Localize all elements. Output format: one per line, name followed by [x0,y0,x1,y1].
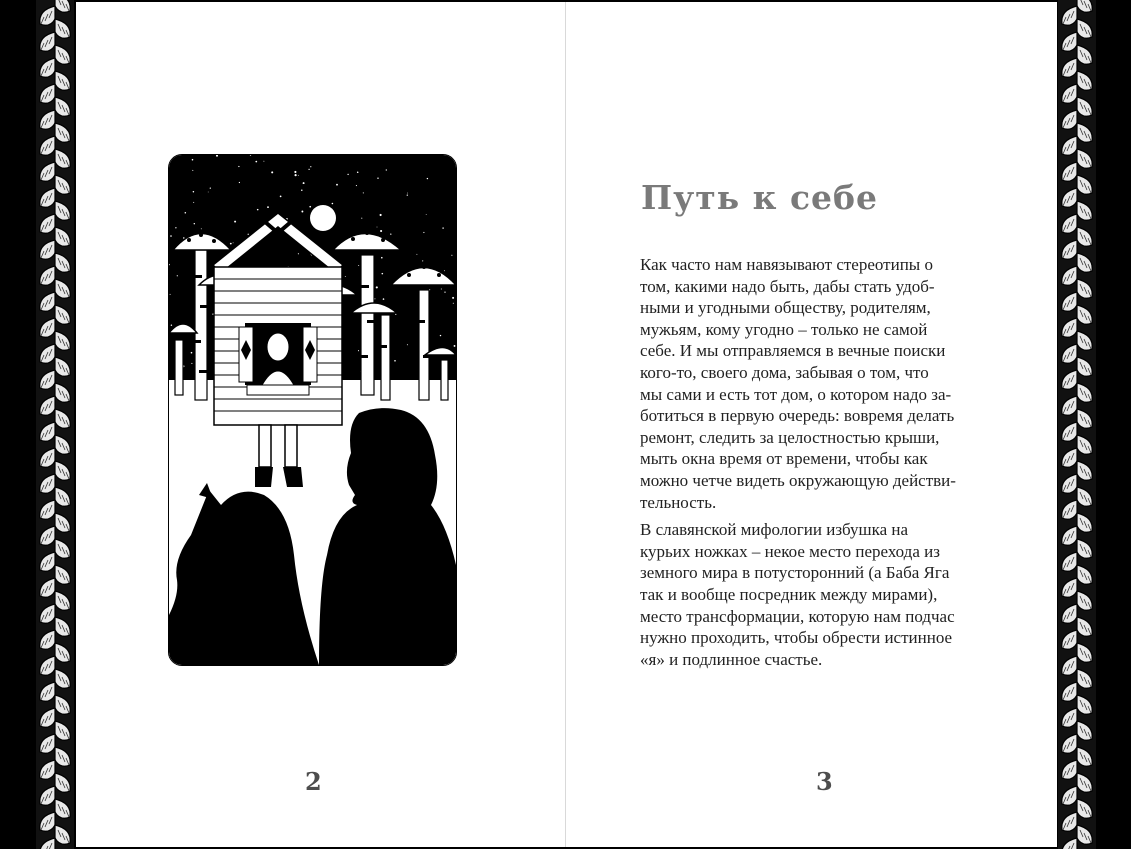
text-line: место трансформации, которую нам подчас [640,606,955,626]
chapter-title: Путь к себе [641,178,879,217]
text-line: ремонт, следить за целостностью крыши, [640,427,940,447]
text-line: курьих ножках – некое место перехода из [640,541,940,561]
page-number-left: 2 [305,767,322,796]
paragraph-2 [640,519,1006,670]
text-line: том, какими надо быть, дабы стать удоб- [640,276,935,296]
text-line: мужьям, кому угодно – только не самой [640,319,928,339]
text-line: нужно проходить, чтобы обрести истинное [640,628,953,648]
text-line: мыть окна время от времени, чтобы как [640,449,928,469]
left-page [76,2,565,847]
right-page [566,2,1057,847]
text-line: мы сами и есть тот дом, о котором надо за- [640,384,952,404]
braid-border-left [36,0,74,849]
text-line: кого-то, своего дома, забывая о том, что [640,362,929,382]
card-illustration [168,154,457,666]
text-line: тельность. [640,492,717,512]
braid-pattern-icon [1058,0,1096,849]
braid-pattern-icon [36,0,74,849]
text-line: «я» и подлинное счастье. [640,649,823,669]
text-line: ботиться в первую очередь: вовремя делать [640,406,955,426]
text-line: Как часто нам навязывают стереотипы о [640,255,933,274]
braid-border-right [1058,0,1096,849]
body-text [640,254,1006,676]
text-line: земного мира в потусторонний (а Баба Яга [640,563,950,583]
card-illustration-icon [169,155,456,665]
paragraph-1 [640,254,1006,513]
text-line: ными и угодными обществу, родителям, [640,298,931,318]
text-line: можно четче видеть окружающую действи- [640,470,956,490]
text-line: В славянской мифологии избушка на [640,520,909,540]
text-line: себе. И мы отправляемся в вечные поиски [640,341,946,361]
text-line: так и вообще посредник между мирами), [640,584,938,604]
page-number-right: 3 [816,767,833,796]
